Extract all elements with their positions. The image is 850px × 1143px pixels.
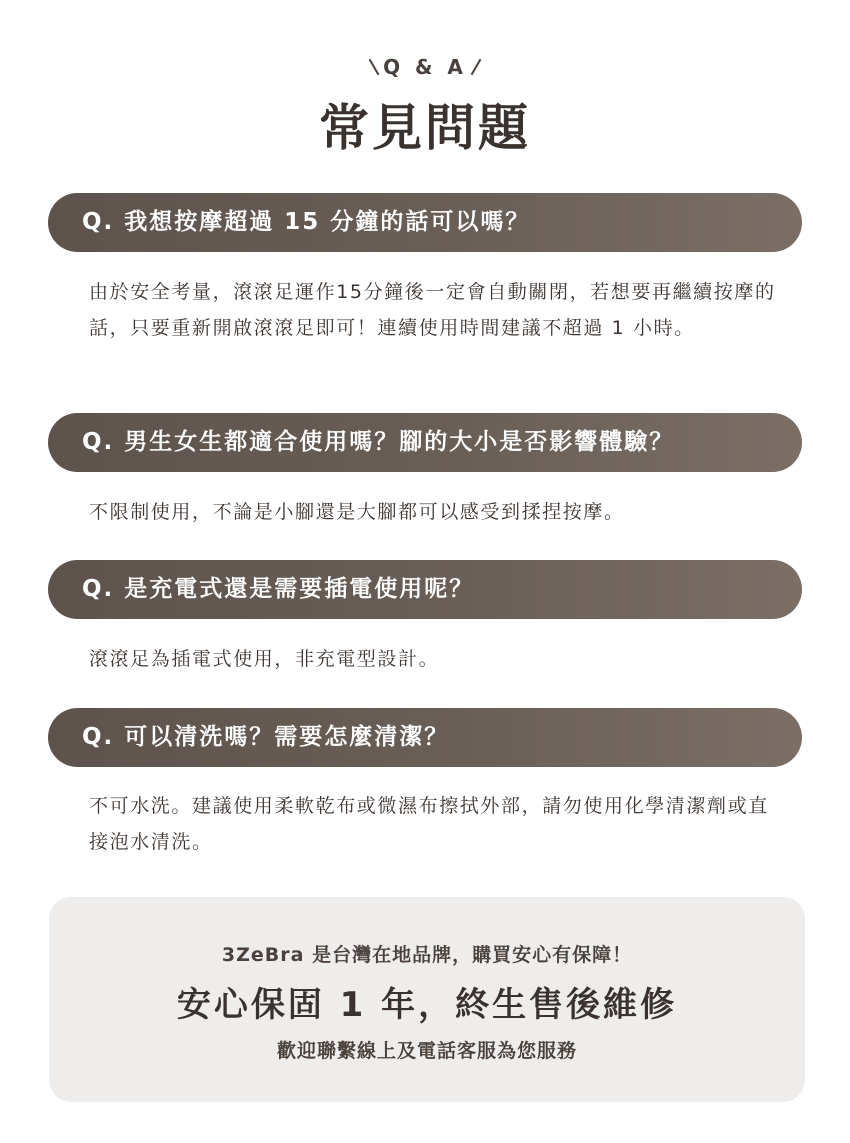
slash-left-decoration [369,59,380,76]
faq-answer-4: 不可水洗。建議使用柔軟乾布或微濕布擦拭外部，請勿使用化學清潔劑或直接泡水清洗。 [89,795,769,853]
brand-statement: 3ZeBra 是台灣在地品牌，購買安心有保障！ [221,944,633,966]
page-title: 常見問題 [319,99,531,157]
faq-question-2: Q. 男生女生都適合使用嗎？腳的大小是否影響體驗？ [48,413,802,472]
warranty-box [49,897,805,1102]
faq-answer-3: 滾滾足為插電式使用，非充電型設計。 [89,648,440,670]
faq-answer-2: 不限制使用，不論是小腳還是大腳都可以感受到揉捏按摩。 [89,501,625,523]
customer-service-note: 歡迎聯繫線上及電話客服為您服務 [276,1040,577,1062]
slash-right-decoration [471,59,482,76]
qa-eyebrow-label: Q & A [383,55,467,79]
warranty-headline: 安心保固 1 年，終生售後維修 [176,985,678,1025]
faq-question-3: Q. 是充電式還是需要插電使用呢？ [48,560,802,619]
qa-eyebrow [0,55,850,79]
faq-question-4: Q. 可以清洗嗎？需要怎麼清潔？ [48,708,802,767]
faq-question-1: Q. 我想按摩超過 15 分鐘的話可以嗎？ [48,193,802,252]
faq-answer-1: 由於安全考量，滾滾足運作15分鐘後一定會自動關閉，若想要再繼續按摩的話，只要重新開啟滾滾足即可！連續使用時間建議不超過 1 小時。 [89,281,776,339]
